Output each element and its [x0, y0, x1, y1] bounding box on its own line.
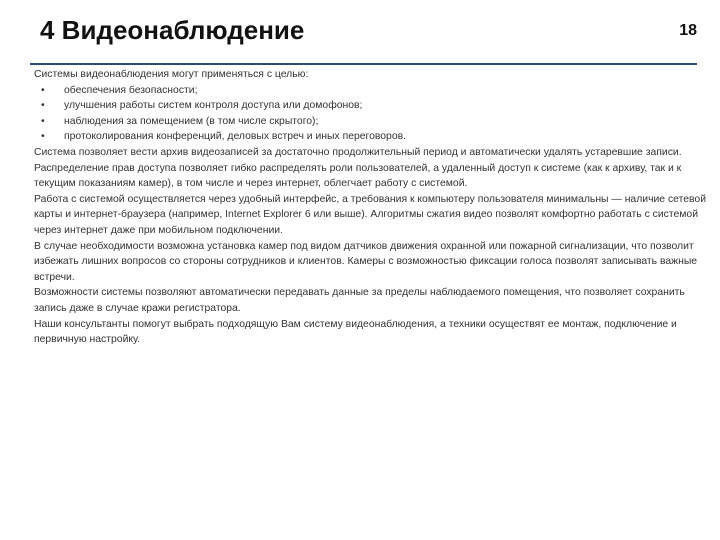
paragraph-consultants: Наши консультанты помогут выбрать подходящую Вам систему видеонаблюдения, а техники осуществят ее монтаж, подключение и первичную настройку. [34, 318, 677, 346]
purpose-list [34, 83, 714, 145]
list-item [34, 83, 714, 99]
title-divider [30, 63, 697, 65]
slide-number: 18 [679, 22, 697, 39]
paragraph-data-transfer: Возможности системы позволяют автоматически передавать данные за пределы наблюдаемого помещения, что позволяет сохранить запись даже в случае кражи регистратора. [34, 287, 685, 314]
bullet-icon: • [41, 131, 45, 143]
list-item-text: улучшения работы систем контроля доступа или домофонов; [64, 100, 363, 112]
list-item-text: обеспечения безопасности; [64, 84, 198, 96]
bullet-icon: • [41, 115, 45, 127]
paragraph-interface: Работа с системой осуществляется через удобный интерфейс, а требования к компьютеру пользователя минимальны — наличие сетевой карты и интернет-браузера (например, Internet Explorer 6 или выше). Алгоритмы сжатия видео позволят комфортно работать с системой через интернет даже при мобильном подключении. [34, 193, 706, 236]
paragraph-archive: Система позволяет вести архив видеозаписей за достаточно продолжительный период и автоматически удалять устаревшие записи. Распределение прав доступа позволяет гибко распределять роли пользователей, а удаленный доступ к системе (как к архиву, так и к текущим показаниям камер), в том числе и через интернет, облегчает работу с системой. [34, 146, 682, 190]
list-item [34, 98, 714, 114]
list-item-text: наблюдения за помещением (в том числе скрытого); [64, 115, 319, 127]
page-title: 4 Видеонаблюдение [40, 15, 305, 45]
list-item-text: протоколирования конференций, деловых встреч и иных переговоров. [64, 131, 407, 143]
list-item [34, 129, 714, 145]
bullet-icon: • [41, 84, 45, 96]
bullet-icon: • [41, 100, 45, 112]
intro-text: Системы видеонаблюдения могут применяться с целью: [34, 69, 309, 80]
slide-body [34, 67, 714, 348]
list-item [34, 114, 714, 130]
paragraph-hidden-cameras: В случае необходимости возможна установка камер под видом датчиков движения охранной или пожарной сигнализации, что позволит избежать лишних вопросов со стороны сотрудников и клиентов. Камеры с возможностью фиксации голоса позволят записывать важные встречи. [34, 240, 698, 283]
